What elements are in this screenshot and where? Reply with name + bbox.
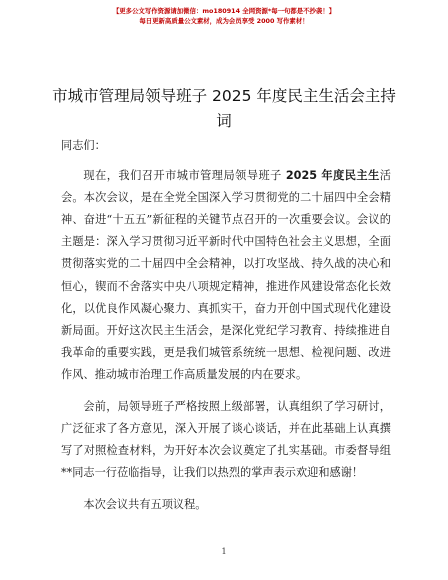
paragraph-1-rest: 活会。本次会议，是在全党全国深入学习贯彻党的二十届四中全会精神、奋进“十五五”新征程的关键节点召开的一次重要会议。会议的主题是：深入学习贯彻习近平新时代中国特色社会主义思想，全面贯彻落实党的二十届四中全会精神，以打攻坚战、持久战的决心和恒心，锲而不舍落实中央八项规定精神，推进作风建设常态化长效化，以优良作风凝心聚力、真抓实干，奋力开创中国式现代化建设新局面。开好这次民主生活会，是深化党纪学习教育、持续推进自我革命的重要实践，更是我们城管系统统一思想、检视问题、改进作风、推动城市治理工作高质量发展的内在要求。 [61,169,391,381]
paragraph-2: 会前，局领导班子严格按照上级部署，认真组织了学习研讨，广泛征求了各方意见，深入开展了谈心谈话，并在此基础上认真撰写了对照检查材料，为开好本次会议奠定了扎实基础。市委督导组**同志一行莅临指导，让我们以热烈的掌声表示欢迎和感谢！ [61,400,391,480]
page-number: 1 [221,547,227,556]
paragraph-1-bold: 2025 年度民主生 [285,169,380,183]
paragraph-1 [61,165,391,386]
promo-banner [0,6,448,26]
paragraph-3: 本次会议共有五项议程。 [83,498,207,512]
document-title: 市城市管理局领导班子 2025 年度民主生活会主持词 [52,87,396,130]
paragraph-1-start: 现在，我们召开市城市管理局领导班子 [83,169,286,183]
promo-banner-line-2: 每日更新高质量公文素材，成为会员享受 2000 写作素材！ [139,17,309,25]
promo-banner-line-1: 【更多公文写作资源请加微信：mo180914 全网资源*每一句都是不抄袭！】 [112,7,336,15]
greeting: 同志们： [61,139,106,152]
document-body [61,135,391,517]
